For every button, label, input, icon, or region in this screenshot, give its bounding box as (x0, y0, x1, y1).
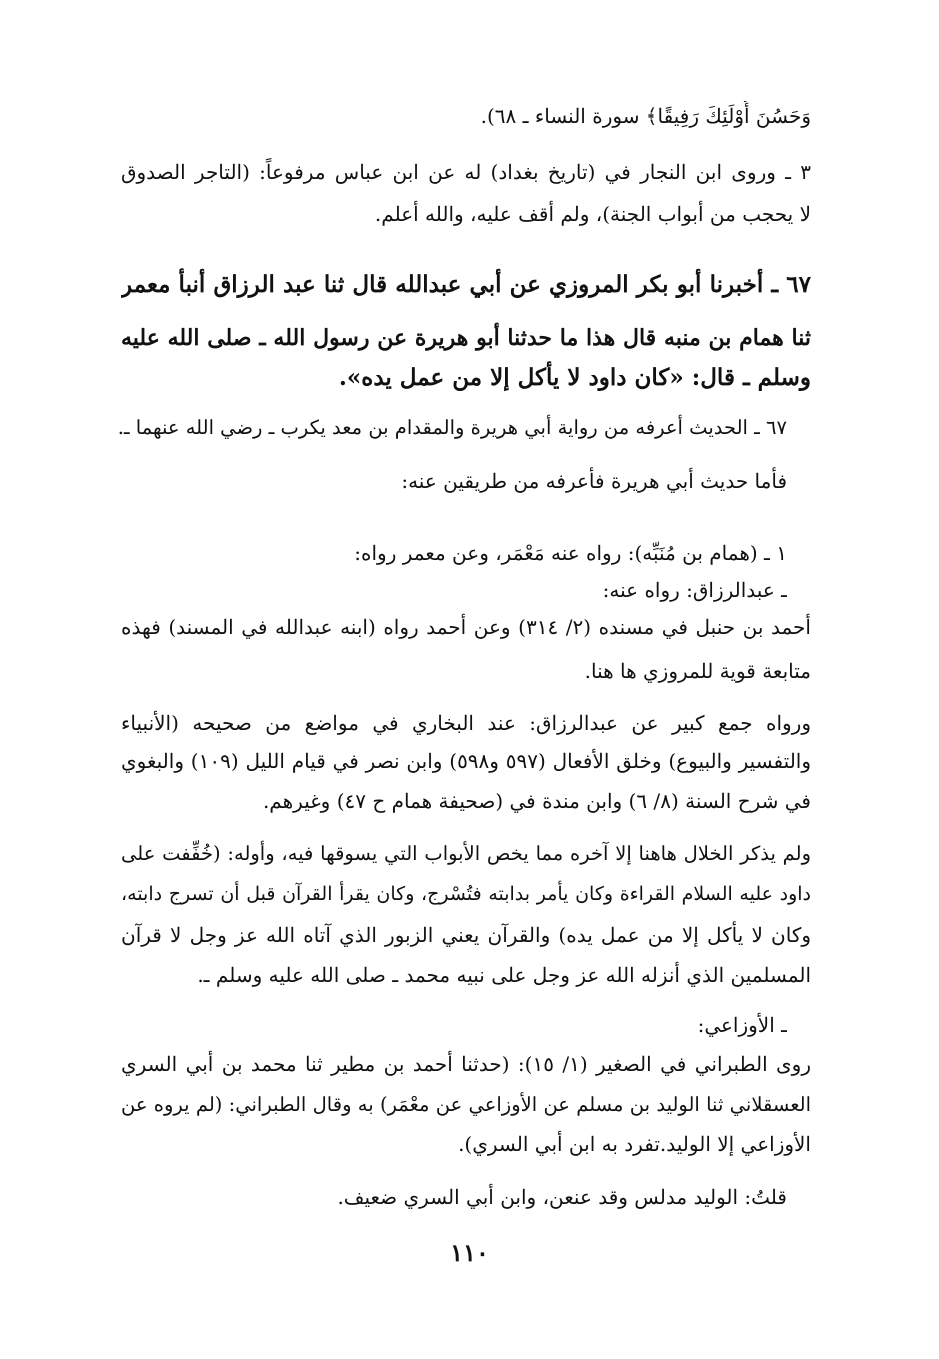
group-narration-line-3: في شرح السنة (٨/ ٦) وابن مندة في (صحيفة همام ح ٤٧) وغيرهم. (262, 789, 811, 813)
khallal-line-4: المسلمين الذي أنزله الله عز وجل على نبيه محمد ـ صلى الله عليه وسلم ـ. (197, 963, 811, 987)
note-3-line-1: ٣ ـ وروى ابن النجار في (تاريخ بغداد) له عن ابن عباس مرفوعاً: (التاجر الصدوق (121, 160, 811, 184)
commentary-67-line: ٦٧ ـ الحديث أعرفه من رواية أبي هريرة والمقدام بن معد يكرب ـ رضي الله عنهما ـ. (117, 416, 787, 439)
awzai-heading: ـ الأوزاعي: (697, 1013, 787, 1037)
group-narration-line-2: والتفسير والبيوع) وخلق الأفعال (٥٩٧ و٥٩٨) وابن نصر في قيام الليل (١٠٩) والبغوي (121, 749, 811, 773)
tabarani-line-1: روى الطبراني في الصغير (١/ ١٥): (حدثنا أحمد بن مطير ثنا محمد بن أبي السري (121, 1052, 811, 1076)
abdulrazzaq-heading: ـ عبدالرزاق: رواه عنه: (602, 578, 787, 602)
note-3-line-2: لا يحجب من أبواب الجنة)، ولم أقف عليه، والله أعلم. (374, 202, 811, 226)
hadith-67-line-1: ٦٧ ـ أخبرنا أبو بكر المروزي عن أبي عبدالله قال ثنا عبد الرزاق أنبأ معمر (121, 271, 811, 298)
tabarani-line-3: الأوزاعي إلا الوليد.تفرد به ابن أبي السري). (458, 1132, 811, 1156)
author-note-line: قلتُ: الوليد مدلس وقد عنعن، وابن أبي السري ضعيف. (337, 1185, 787, 1209)
hadith-67-line-2: ثنا همام بن منبه قال هذا ما حدثنا أبو هريرة عن رسول الله ـ صلى الله عليه (121, 325, 811, 351)
page-number: ١١٠ (450, 1238, 489, 1267)
ahmad-line-2: متابعة قوية للمروزي ها هنا. (584, 659, 811, 683)
quran-verse-end-line: وَحَسُنَ أُوْلَئِكَ رَفِيقًا﴾ سورة النساء ـ ٦٨). (480, 104, 811, 128)
khallal-line-2: داود عليه السلام القراءة وكان يأمر بدابته فتُسْرج، وكان يقرأ القرآن قبل أن تسرج دابته، (121, 883, 811, 905)
tabarani-line-2: العسقلاني ثنا الوليد بن مسلم عن الأوزاعي عن معْمَر) به وقال الطبراني: (لم يروه عن (121, 1093, 811, 1116)
khallal-line-3: وكان لا يأكل إلا من عمل يده) والقرآن يعني الزبور الذي آتاه الله عز وجل لا قرآن (121, 923, 811, 947)
path-1-heading: ١ ـ (همام بن مُنَبِّه): رواه عنه مَعْمَر، وعن معمر رواه: (354, 541, 787, 565)
ahmad-line-1: أحمد بن حنبل في مسنده (٢/ ٣١٤) وعن أحمد رواه (ابنه عبدالله في المسند) فهذه (121, 615, 811, 639)
group-narration-line-1: ورواه جمع كبير عن عبدالرزاق: عند البخاري في مواضع من صحيحه (الأنبياء (121, 711, 811, 735)
hadith-67-line-3: وسلم ـ قال: «كان داود لا يأكل إلا من عمل يده». (338, 364, 811, 391)
commentary-two-paths-line: فأما حديث أبي هريرة فأعرفه من طريقين عنه: (401, 469, 787, 493)
khallal-line-1: ولم يذكر الخلال هاهنا إلا آخره مما يخص الأبواب التي يسوقها فيه، وأوله: (خُفِّفت على (121, 842, 811, 865)
